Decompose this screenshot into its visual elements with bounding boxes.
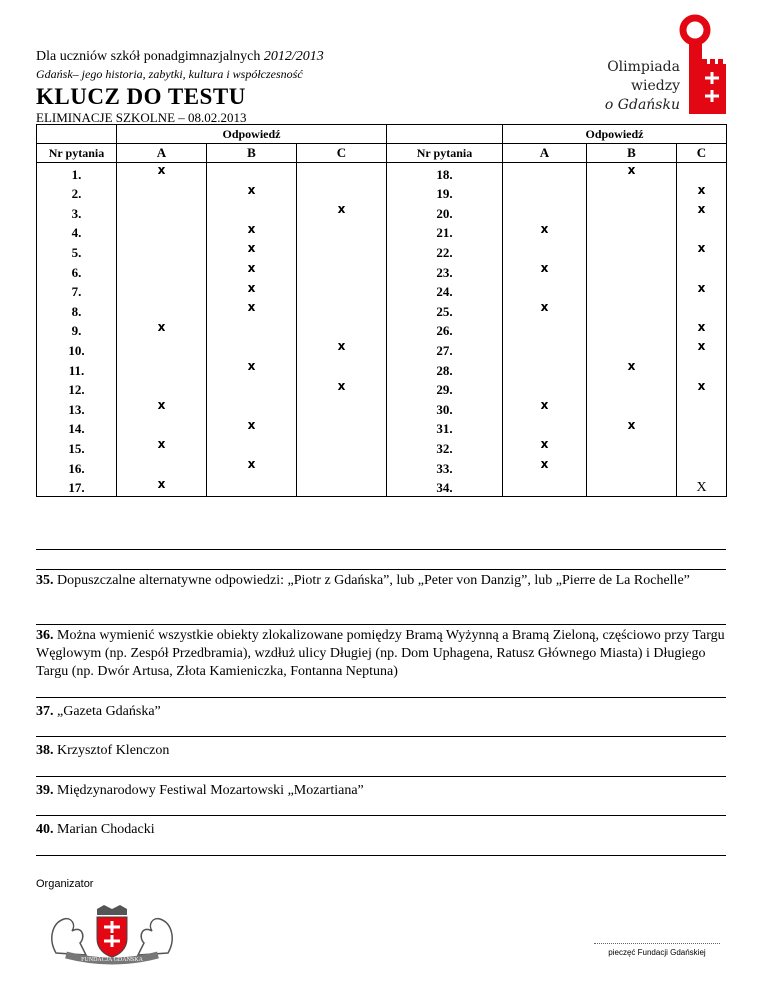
question-number: 27.: [387, 339, 503, 359]
answer-mark-a: x: [503, 437, 587, 457]
answer-mark-c: [297, 241, 387, 261]
table-row: [37, 379, 727, 399]
answer-mark-c: [677, 222, 727, 242]
col-header-nr: Nr pytania: [37, 144, 117, 163]
answer-mark-c: x: [297, 339, 387, 359]
logo-line-2: wiedzy: [631, 78, 680, 94]
olympiad-logo-text: [600, 58, 680, 115]
question-number: 26.: [387, 320, 503, 340]
header-empty-left: [37, 125, 117, 144]
answer-mark-c: [297, 437, 387, 457]
answer-mark-a: [117, 281, 207, 301]
answer-number: 40.: [36, 822, 54, 837]
answer-mark-b: [587, 222, 677, 242]
answer-mark-a: [503, 339, 587, 359]
table-row: [37, 241, 727, 261]
question-number: 1.: [37, 163, 117, 183]
answer-39: [36, 782, 726, 800]
answer-mark-c: [297, 163, 387, 183]
answer-mark-a: [117, 300, 207, 320]
page-title: KLUCZ DO TESTU: [36, 84, 246, 109]
logo-line-3: o Gdańsku: [604, 97, 680, 113]
answer-mark-c: x: [297, 202, 387, 222]
question-number: 31.: [387, 418, 503, 438]
answer-mark-c: [297, 300, 387, 320]
answer-mark-c: [297, 418, 387, 438]
divider: [36, 815, 726, 816]
answer-mark-c: [297, 222, 387, 242]
answer-mark-c: [297, 261, 387, 281]
answer-mark-a: x: [503, 300, 587, 320]
answer-mark-c: [297, 320, 387, 340]
answer-mark-a: x: [117, 398, 207, 418]
header-year: 2012/2013: [263, 49, 324, 64]
answer-mark-b: [587, 261, 677, 281]
answer-mark-c: [677, 418, 727, 438]
answer-mark-c: [677, 457, 727, 477]
answer-mark-c: x: [297, 379, 387, 399]
answer-mark-b: x: [207, 418, 297, 438]
answer-mark-b: [207, 163, 297, 183]
answer-mark-a: [117, 418, 207, 438]
table-row: [37, 339, 727, 359]
answer-mark-a: [503, 183, 587, 203]
answer-mark-a: [117, 261, 207, 281]
answer-mark-b: [587, 183, 677, 203]
col-header-a: A: [503, 144, 587, 163]
answer-mark-b: [587, 241, 677, 261]
question-number: 34.: [387, 477, 503, 497]
organizer-label: Organizator: [36, 878, 94, 890]
answer-mark-a: x: [503, 261, 587, 281]
divider: [36, 569, 726, 570]
table-row: [37, 359, 727, 379]
question-number: 2.: [37, 183, 117, 203]
header-school-line: [36, 49, 324, 65]
answer-36: [36, 627, 726, 681]
question-number: 17.: [37, 477, 117, 497]
answer-mark-c: [677, 437, 727, 457]
table-row: [37, 183, 727, 203]
answer-mark-b: [207, 320, 297, 340]
answer-mark-b: x: [587, 163, 677, 183]
answer-mark-c: x: [677, 339, 727, 359]
answer-mark-a: [503, 281, 587, 301]
answer-mark-b: [587, 398, 677, 418]
answer-mark-a: x: [117, 437, 207, 457]
gdansk-foundation-crest-logo: [42, 903, 182, 965]
divider: [36, 624, 726, 625]
answer-mark-b: x: [207, 241, 297, 261]
table-row: [37, 300, 727, 320]
table-row: [37, 418, 727, 438]
question-number: 33.: [387, 457, 503, 477]
table-row: [37, 261, 727, 281]
answer-mark-b: [207, 379, 297, 399]
col-header-b: B: [587, 144, 677, 163]
question-number: 6.: [37, 261, 117, 281]
answer-mark-b: [207, 202, 297, 222]
question-number: 7.: [37, 281, 117, 301]
question-number: 10.: [37, 339, 117, 359]
answer-mark-b: x: [207, 183, 297, 203]
question-number: 28.: [387, 359, 503, 379]
answer-mark-b: x: [207, 222, 297, 242]
question-number: 12.: [37, 379, 117, 399]
answer-mark-b: x: [207, 261, 297, 281]
answer-mark-a: [503, 477, 587, 497]
table-row: [37, 477, 727, 497]
answer-mark-a: [503, 359, 587, 379]
answer-mark-a: x: [117, 477, 207, 497]
answer-mark-c: [677, 261, 727, 281]
answer-mark-a: [117, 202, 207, 222]
page-subtitle: ELIMINACJE SZKOLNE – 08.02.2013: [36, 110, 247, 125]
answer-mark-a: [503, 202, 587, 222]
answer-mark-a: x: [117, 320, 207, 340]
answer-mark-a: [117, 339, 207, 359]
logo-line-1: Olimpiada: [607, 59, 680, 75]
answer-mark-a: [117, 457, 207, 477]
answer-number: 36.: [36, 628, 54, 643]
table-row: [37, 437, 727, 457]
answer-text: Międzynarodowy Festiwal Mozartowski „Mozartiana”: [53, 783, 364, 798]
answer-mark-b: x: [207, 457, 297, 477]
answer-mark-c: X: [677, 477, 727, 497]
table-row: [37, 202, 727, 222]
answer-40: [36, 821, 726, 839]
answer-mark-b: x: [587, 359, 677, 379]
answer-mark-a: [503, 320, 587, 340]
answer-35: [36, 572, 726, 590]
answer-mark-c: x: [677, 202, 727, 222]
answer-mark-c: [297, 477, 387, 497]
answer-mark-a: x: [503, 222, 587, 242]
answer-mark-c: [297, 359, 387, 379]
stamp-dotted-line: [594, 943, 720, 944]
answer-mark-b: [207, 477, 297, 497]
divider: [36, 697, 726, 698]
question-number: 22.: [387, 241, 503, 261]
col-header-c: C: [677, 144, 727, 163]
group-header-left: Odpowiedź: [117, 125, 387, 144]
answer-mark-b: [587, 339, 677, 359]
divider: [36, 549, 726, 550]
question-number: 3.: [37, 202, 117, 222]
divider: [36, 736, 726, 737]
table-row: [37, 163, 727, 183]
answer-mark-b: x: [207, 300, 297, 320]
answer-mark-a: x: [503, 457, 587, 477]
answer-mark-c: [677, 300, 727, 320]
answer-mark-b: x: [207, 359, 297, 379]
answer-mark-b: [587, 477, 677, 497]
answer-mark-a: [503, 379, 587, 399]
answer-mark-a: [503, 241, 587, 261]
question-number: 11.: [37, 359, 117, 379]
answer-37: [36, 703, 726, 721]
question-number: 25.: [387, 300, 503, 320]
answer-mark-c: [297, 398, 387, 418]
question-number: 15.: [37, 437, 117, 457]
divider: [36, 855, 726, 856]
answer-key-table: [36, 124, 727, 497]
question-number: 4.: [37, 222, 117, 242]
answer-mark-c: x: [677, 241, 727, 261]
answer-mark-b: [587, 320, 677, 340]
answer-text: Można wymienić wszystkie obiekty zlokalizowane pomiędzy Bramą Wyżynną a Bramą Zieloną, częściowo przy Targu Węglowym (np. Zespół Przedbramia), wzdłuż ulicy Długiej (np. Dom Uphagena, Ratusz Głównego Miasta) i Długiego Targu (np. Dwór Artusa, Złota Kamieniczka, Fontanna Neptuna): [36, 628, 725, 679]
stamp-label: pieczęć Fundacji Gdańskiej: [608, 948, 706, 957]
col-header-nr: Nr pytania: [387, 144, 503, 163]
answer-mark-a: [117, 222, 207, 242]
answer-number: 35.: [36, 573, 54, 588]
question-number: 9.: [37, 320, 117, 340]
question-number: 5.: [37, 241, 117, 261]
table-row: [37, 320, 727, 340]
answer-number: 37.: [36, 704, 54, 719]
col-header-c: C: [297, 144, 387, 163]
answer-mark-c: [297, 183, 387, 203]
answer-mark-a: [503, 163, 587, 183]
question-number: 19.: [387, 183, 503, 203]
answer-number: 38.: [36, 743, 54, 758]
answer-mark-a: x: [503, 398, 587, 418]
question-number: 23.: [387, 261, 503, 281]
header-empty-right: [387, 125, 503, 144]
col-header-a: A: [117, 144, 207, 163]
question-number: 24.: [387, 281, 503, 301]
answer-mark-c: [677, 359, 727, 379]
crest-ribbon-text: FUNDACJA GDAŃSKA: [81, 957, 143, 963]
question-number: 14.: [37, 418, 117, 438]
answer-mark-a: [117, 183, 207, 203]
key-icon: [676, 14, 726, 120]
answer-mark-b: [587, 379, 677, 399]
question-number: 18.: [387, 163, 503, 183]
table-row: [37, 222, 727, 242]
question-number: 16.: [37, 457, 117, 477]
answer-mark-a: x: [117, 163, 207, 183]
answer-mark-b: [587, 281, 677, 301]
question-number: 29.: [387, 379, 503, 399]
answer-mark-a: [117, 379, 207, 399]
question-number: 13.: [37, 398, 117, 418]
answer-mark-b: x: [207, 281, 297, 301]
answer-mark-b: [587, 437, 677, 457]
question-number: 20.: [387, 202, 503, 222]
answer-mark-b: [587, 300, 677, 320]
answer-mark-b: [587, 202, 677, 222]
answer-mark-c: x: [677, 379, 727, 399]
divider: [36, 776, 726, 777]
answer-mark-c: x: [677, 320, 727, 340]
answer-text: Marian Chodacki: [53, 822, 155, 837]
answer-mark-a: [117, 241, 207, 261]
answer-mark-c: [297, 457, 387, 477]
group-header-right: Odpowiedź: [503, 125, 727, 144]
answer-mark-b: [587, 457, 677, 477]
answer-mark-c: [297, 281, 387, 301]
table-row: [37, 457, 727, 477]
answer-mark-b: x: [587, 418, 677, 438]
answer-text: Krzysztof Klenczon: [53, 743, 170, 758]
answer-mark-b: [207, 339, 297, 359]
table-row: [37, 281, 727, 301]
answer-mark-c: x: [677, 183, 727, 203]
answer-mark-a: [117, 359, 207, 379]
header-topic: Gdańsk– jego historia, zabytki, kultura i współczesność: [36, 67, 303, 81]
answer-mark-c: [677, 163, 727, 183]
answer-text: „Gazeta Gdańska”: [53, 704, 161, 719]
question-number: 8.: [37, 300, 117, 320]
answer-text: Dopuszczalne alternatywne odpowiedzi: „Piotr z Gdańska”, lub „Peter von Danzig”, lub „Pierre de La Rochelle”: [53, 573, 690, 588]
question-number: 32.: [387, 437, 503, 457]
answer-number: 39.: [36, 783, 54, 798]
answer-mark-c: x: [677, 281, 727, 301]
col-header-b: B: [207, 144, 297, 163]
header-school-text: Dla uczniów szkół ponadgimnazjalnych: [36, 49, 261, 64]
table-row: [37, 398, 727, 418]
question-number: 21.: [387, 222, 503, 242]
answer-mark-a: [503, 418, 587, 438]
answer-38: [36, 742, 726, 760]
answer-mark-b: [207, 398, 297, 418]
question-number: 30.: [387, 398, 503, 418]
answer-mark-b: [207, 437, 297, 457]
answer-mark-c: [677, 398, 727, 418]
